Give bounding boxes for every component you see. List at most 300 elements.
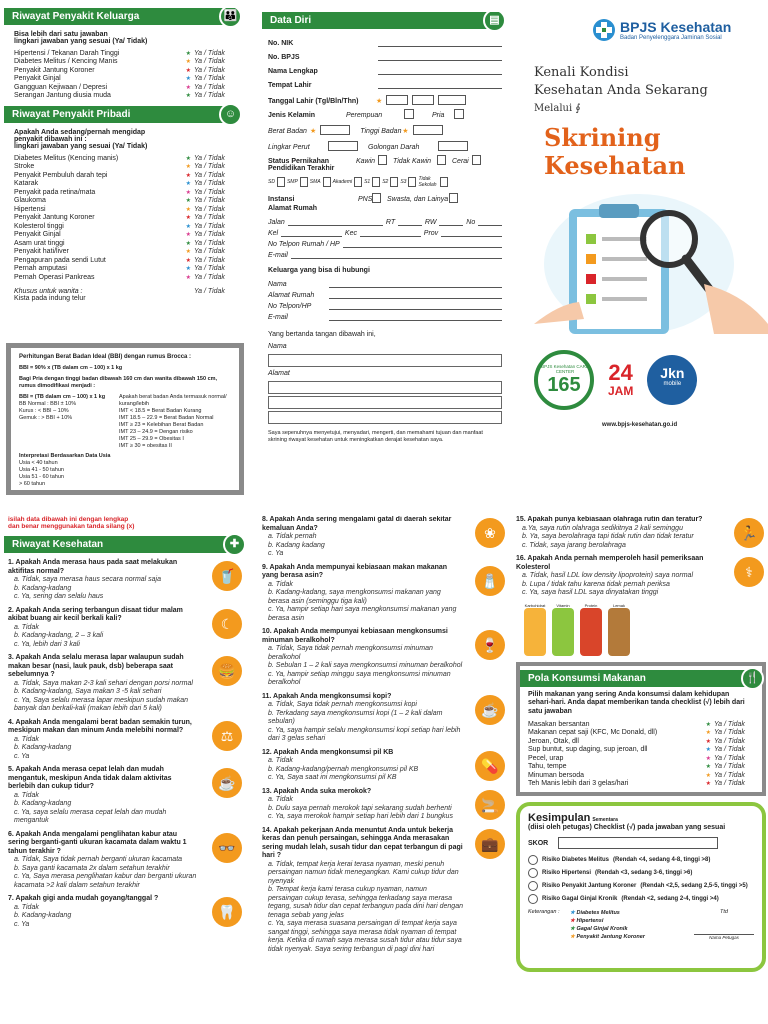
risk-star-icon: ★ [705, 781, 710, 788]
pernyataan: Saya sepenuhnya menyetujui, menyadari, mengerti, dan memahami tujuan dan manfaat skrining riwayat kesehatan untuk meningkatkan derajat kesehatan saya. [268, 430, 483, 443]
smp-option[interactable]: SMP [286, 179, 298, 185]
risk-star-icon: ★ [185, 189, 190, 196]
perempuan-option[interactable]: Perempuan [346, 112, 383, 119]
answer-group [186, 180, 234, 187]
answer-option[interactable]: b. Kadang-kadang/pernah mengkonsumsi pil KB [268, 765, 419, 773]
nik-label: No. NIK [268, 40, 294, 47]
gd-label: Golongan Darah [368, 144, 420, 151]
answer-group [186, 206, 234, 213]
nama-label: Nama Lengkap [268, 68, 318, 75]
answer-option[interactable]: b. Kadang-kadang [14, 912, 72, 919]
mobile-jkn-badge[interactable] [647, 355, 697, 405]
s2-option[interactable]: S2 [382, 179, 389, 185]
tb-label: Tinggi Badan [360, 128, 402, 135]
tgl-box[interactable] [386, 95, 408, 105]
checkbox[interactable] [323, 177, 331, 187]
answer-option[interactable]: a. Tidak [14, 623, 39, 631]
yes-no-answer[interactable]: Ya / Tidak [194, 75, 225, 83]
question-item [8, 766, 244, 826]
answer-option[interactable]: a. Tidak, tempat kerja kerai terasa nyaman, meski penuh persaingan namun tidak menegangkan. Kami cukup tidur dan nyenyak [268, 860, 459, 885]
question-text: 4. Apakah Anda mengalami berat badan semakin turun, meskipun makan dan minum Anda melebihi normal? [8, 718, 192, 734]
list-item [14, 222, 234, 231]
question-text: 13. Apakah Anda suka merokok? [262, 787, 372, 795]
answer-option[interactable]: a. Tidak, hasil LDL low density lipoprotein) saya normal [522, 572, 694, 579]
no-field[interactable] [478, 218, 502, 226]
question-text: 3. Apakah Anda selalu merasa lapar walaupun sudah makan besar (nasi, lauk pauk, dsb) beberapa saat sebelumnya ? [8, 654, 184, 678]
question-illustration-icon: ❀ [475, 518, 505, 548]
ttd-field[interactable] [694, 915, 754, 935]
yes-no-answer[interactable]: Ya / Tidak [194, 256, 225, 264]
answer-option[interactable]: c. Ya, sering dan selalu haus [14, 593, 104, 600]
food-group [608, 603, 630, 656]
bmi-cat: BB Normal : BBI ± 10% [19, 401, 77, 407]
bmi-formula: BBI = 90% x (TB dalam cm – 100) x 1 kg [19, 365, 123, 371]
keterangan-label: Keterangan : [528, 909, 560, 915]
list-item [14, 163, 234, 172]
intro: penyakit dibawah ini : [14, 136, 87, 143]
answer-option[interactable]: a. Tidak [268, 757, 293, 764]
thn-box[interactable] [438, 95, 466, 105]
answer-option[interactable]: a. Tidak, Saya tidak pernah mengkonsumsi minuman beralkohol [268, 645, 433, 661]
answer-group [706, 721, 754, 728]
yes-no-answer[interactable]: Ya / Tidak [194, 273, 225, 281]
risk-star-icon: ★ [185, 76, 190, 83]
24-jam-badge [608, 362, 633, 398]
kel-alamat-field[interactable] [329, 291, 502, 299]
answer-group [186, 274, 234, 281]
risk-rule: (Rendah <3, sedang 3-6, tinggi >6) [595, 869, 693, 876]
risk-star-icon: ★ [185, 50, 190, 57]
question-item [8, 654, 244, 714]
list-item [14, 171, 234, 180]
checkbox[interactable] [372, 177, 380, 187]
question-illustration-icon: ⚖ [212, 721, 242, 751]
petugas-label: Nama Petugas [709, 935, 739, 940]
swasta-option[interactable]: Swasta, dan Lainya [387, 196, 449, 203]
family-icon: 👪 [219, 8, 240, 28]
jalan-label: Jalan [268, 219, 285, 226]
stethoscope-icon: ∮ [575, 103, 581, 114]
sp-label: Status Pernikahan [268, 158, 330, 165]
answer-option[interactable]: c. Ya, Saya selalu merasa lapar meskipun sudah makan banyak dan berkali-kali (makan lebih dari 5 kali) [14, 696, 189, 712]
answer-option[interactable]: c. Ya, Saya saat ini mengkonsumsi pil KB [268, 774, 397, 781]
kec-label: Kec [344, 230, 357, 237]
bb-box[interactable] [320, 125, 350, 135]
checkbox[interactable] [354, 177, 362, 187]
tidak-sekolah-option[interactable]: Tidak Sekolah [418, 176, 437, 188]
question-text: 9. Apakah Anda mempunyai kebiasaan makan makanan yang berasa asin? [262, 563, 448, 579]
answer-group [706, 729, 754, 736]
telp-field[interactable] [343, 240, 502, 248]
yes-no-answer[interactable]: Ya / Tidak [194, 66, 225, 74]
risk-star-icon: ★ [185, 172, 190, 179]
sd-option[interactable]: SD [268, 179, 275, 185]
bmi-formula2: BBI = (TB dalam cm – 100) x 1 kg [19, 394, 106, 400]
yes-no-answer[interactable]: Ya / Tidak [194, 49, 225, 57]
list-item [14, 180, 234, 189]
answer-group [186, 231, 234, 238]
question-illustration-icon: ☾ [212, 609, 242, 639]
checkbox[interactable] [449, 193, 458, 203]
pola-konsumsi-box [516, 662, 766, 797]
question-illustration-icon: 💼 [475, 829, 505, 859]
answer-option[interactable]: a. Tidak, Saya makan 2-3 kali sehari dengan porsi normal [14, 679, 193, 687]
question-text: 11. Apakah Anda mengkonsumsi kopi? [262, 692, 392, 700]
risk-name: Risiko Penyakit Jantung Koroner [542, 882, 637, 889]
skor-field[interactable] [558, 837, 718, 849]
kel-nama-field[interactable] [329, 280, 502, 288]
question-text: 16. Apakah Anda pernah memperoleh hasil pemeriksaan Kolesterol [516, 555, 704, 571]
food-group [524, 603, 546, 656]
answer-option[interactable]: c. Ya, saya hampir selalu mengkonsumsi kopi setiap hari lebih dari 3 gelas sehari [268, 726, 461, 742]
yes-no-answer[interactable]: Ya / Tidak [194, 163, 225, 171]
yes-no-answer[interactable]: Ya / Tidak [714, 754, 745, 762]
answer-group [186, 223, 234, 230]
answer-option[interactable]: c. Ya [14, 920, 30, 928]
yes-no-answer[interactable]: Ya / Tidak [194, 92, 225, 100]
list-item [14, 83, 234, 92]
bb-label: Berat Badan [268, 128, 307, 135]
imt-row: IMT 18.5 – 22.9 = Berat Badan Normal [119, 415, 214, 421]
answer-group [186, 172, 234, 179]
checkbox[interactable] [404, 109, 414, 119]
risk-star-icon: ★ [185, 266, 190, 273]
item-label: Glaukoma [14, 197, 46, 205]
email-field[interactable] [291, 251, 502, 259]
item-label: Asam urat tinggi [14, 239, 65, 247]
yes-no-answer[interactable]: Ya / Tidak [714, 763, 745, 771]
yes-no-answer[interactable]: Ya / Tidak [714, 771, 745, 779]
answer-option[interactable]: b. Saya ganti kacamata 2x dalam setahun terakhir [14, 864, 170, 872]
answer[interactable]: Ya / Tidak [194, 287, 225, 295]
answer-option[interactable]: a. Tidak, saya merasa haus secara normal saja [14, 576, 162, 583]
list-item [14, 75, 234, 84]
answer-option[interactable]: a. Tidak pernah [268, 533, 317, 540]
kawin-option[interactable]: Kawin [356, 158, 376, 165]
question-text: 8. Apakah Anda sering mengalami gatal di daerah sekitar kemaluan Anda? [262, 516, 452, 532]
section-header-riwayat-pribadi: Riwayat Penyakit Pribadi ☺ [4, 106, 240, 123]
answer-option[interactable]: a. Tidak [268, 580, 293, 588]
care-center-badge [534, 350, 594, 410]
answer-option[interactable]: c. Tidak, saya jarang berolahraga [522, 541, 626, 549]
list-item [14, 188, 234, 197]
checkbox[interactable] [437, 155, 446, 165]
question-illustration-icon: 🧂 [475, 566, 505, 596]
yes-no-answer[interactable]: Ya / Tidak [194, 180, 225, 188]
cover-line3: Melalui [534, 103, 573, 114]
food-image [608, 608, 630, 656]
jk-label: Jenis Kelamin [268, 112, 316, 119]
item-label: Penyakit Jantung Koroner [14, 214, 95, 222]
instansi-label: Instansi [268, 196, 295, 203]
answer-option[interactable]: c. Ya, Saya merasa penglihatan kabur dan berganti ukuran kacamata >2 kali dalam setahun terakhir [14, 873, 197, 889]
yes-no-answer[interactable]: Ya / Tidak [194, 239, 225, 247]
ttd-alamat-field3[interactable] [268, 411, 502, 424]
tgl-label: Tanggal Lahir (Tgl/Bln/Thn) [268, 98, 359, 105]
legend-dm: Diabetes Melitus [576, 910, 620, 916]
answer-group [186, 67, 234, 74]
answer-option[interactable]: a. Tidak [14, 735, 39, 743]
legend-ht: Hipertensi [576, 918, 604, 924]
risk-row [528, 853, 754, 866]
answer-option[interactable]: a.Ya, saya rutin olahraga sedikitnya 2 kali seminggu [522, 524, 683, 532]
rk-intro: dan benar menggunakan tanda silang (x) [8, 523, 135, 530]
bln-box[interactable] [412, 95, 434, 105]
food-label: Karbohidrat [524, 602, 546, 608]
yes-no-answer[interactable]: Ya / Tidak [194, 188, 225, 196]
yes-no-answer[interactable]: Ya / Tidak [194, 248, 225, 256]
panel-data-diri: Data Diri ▤ No. NIK No. BPJS Nama Lengkap Tempat Lahir Tanggal Lahir (Tgl/Bln/Thn) ★ Jenis Kelamin Perempuan Pria Berat Badan ★ Tinggi Badan ★ Lingkar Perut Golongan Darah Status Pernikahan Kawin Tidak Kawin Cerai Pendidikan Terakhir SD SMP SMA Akademi S1 S2 S3 Tidak Sekolah Instansi PNS Swasta, dan Lainya Alamat Rumah Jalan RT RW No Kel Kec Prov No Telpon Rumah / HP E-mail Keluarga yang bisa di hubungi Nama Alamat Rumah No Telpon/HP E-mail Yang bertanda tangan dibawah ini, Nama Alamat Saya sepenuhnya menyetujui, menyadari, mengerti, dan memahami tujuan dan manfaat skrining riwayat kesehatan untuk meningkatkan derajat kesehatan saya. [262, 12, 504, 502]
jkn-label: Jkn [660, 365, 685, 381]
answer-option[interactable]: a. Tidak, Saya tidak pernah berganti ukuran kacamata [14, 856, 183, 863]
checkbox[interactable] [277, 177, 285, 187]
yes-no-answer[interactable]: Ya / Tidak [194, 205, 225, 213]
risk-checkbox[interactable] [528, 855, 538, 865]
section-header-riwayat-keluarga: Riwayat Penyakit Keluarga 👪 [4, 8, 240, 25]
kes-sementara: Sementara [592, 817, 618, 823]
imt-row: IMT ≥ 23 = Kelebihan Berat Badan [119, 422, 204, 428]
answer-option[interactable]: b. Kadang-kadang [14, 744, 72, 751]
answer-option[interactable]: c. Ya, saya selalu merasa cepat lelah dan mudah mengantuk [14, 808, 167, 824]
pria-option[interactable]: Pria [432, 112, 445, 119]
answer-group [706, 763, 754, 770]
question-text: 5. Apakah Anda merasa cepat lelah dan mudah mengantuk, meskipun Anda tidak dalam aktivitas berlebih dan cukup tidur? [8, 766, 172, 790]
yes-no-answer[interactable]: Ya / Tidak [194, 265, 225, 273]
answer-option[interactable]: a. Tidak [14, 903, 39, 911]
rt-field[interactable] [398, 218, 422, 226]
answer-option[interactable]: b. Kadang kadang [268, 541, 325, 549]
list-item [14, 197, 234, 206]
question-text: 1. Apakah Anda merasa haus pada saat melakukan aktifitas normal? [8, 559, 178, 575]
answer-option[interactable]: b. Kadang-kadang [14, 584, 72, 592]
checkbox[interactable] [390, 177, 398, 187]
question-illustration-icon: ☕ [212, 768, 242, 798]
yes-no-answer[interactable]: Ya / Tidak [194, 231, 225, 239]
answer-option[interactable]: c. Ya [14, 752, 30, 760]
item-label: Penyakit Jantung Koroner [14, 66, 95, 74]
food-label: Vitamin [556, 602, 570, 608]
answer-option[interactable]: c. Ya, saya hasil LDL saya dinyatakan tinggi [522, 589, 659, 596]
yes-no-answer[interactable]: Ya / Tidak [194, 154, 225, 162]
question-item [262, 788, 507, 822]
list-item [14, 49, 234, 58]
imt-row: IMT 25 – 29.9 = Obesitas I [119, 436, 184, 442]
pk-intro: Pilih makanan yang sering Anda konsumsi dalam kehidupan sehari-hari. Anda dapat memberikan tanda checklist (√) lebih dari satu jawaban [528, 690, 745, 715]
answer-group [706, 755, 754, 762]
answer-group [186, 265, 234, 272]
yes-no-answer[interactable]: Ya / Tidak [714, 780, 745, 788]
kel-nama-label: Nama [268, 281, 287, 288]
item-label: Penyakit Ginjal [14, 75, 61, 83]
yes-no-answer[interactable]: Ya / Tidak [194, 58, 225, 66]
list-item [528, 780, 754, 789]
food-icon: 🍴 [741, 667, 764, 690]
answer-option[interactable]: b. Sebulan 1 – 2 kali saya mengkonsumsi minuman beralkohol [268, 662, 463, 669]
risk-star-icon: ★ [185, 232, 190, 239]
gd-box[interactable] [438, 141, 468, 151]
checkbox[interactable] [372, 193, 381, 203]
item-label: Masakan bersantan [528, 720, 590, 728]
bpjs-label: No. BPJS [268, 54, 300, 61]
list-item [528, 729, 754, 738]
list-item [14, 265, 234, 274]
risk-star-icon: ★ [185, 223, 190, 230]
risk-star-icon: ★ [185, 164, 190, 171]
answer-option[interactable]: b. Kadang-kadang, Saya makan 3 -5 kali sehari [14, 688, 162, 695]
item-label: Teh Manis lebih dari 3 gelas/hari [528, 780, 629, 788]
answer-option[interactable]: a. Tidak [14, 791, 39, 799]
question-item [8, 719, 244, 762]
answer-option[interactable]: a. Tidak [268, 796, 293, 803]
item-label: Diabetes Melitus / Kencing Manis [14, 58, 118, 66]
checkbox[interactable] [408, 177, 416, 187]
question-item [262, 749, 507, 783]
answer-option[interactable]: b. Ya, saya berolahraga tapi tidak rutin dan tidak teratur [522, 533, 694, 540]
cover-title1: Skrining [544, 123, 661, 152]
yes-no-answer[interactable]: Ya / Tidak [194, 83, 225, 91]
risk-rule: (Rendah <2, sedang 2-4, tinggi >4) [621, 895, 719, 902]
risk-checkbox[interactable] [528, 868, 538, 878]
panel-questions-8-14 [262, 516, 507, 1021]
food-image [580, 608, 602, 656]
kel-field[interactable] [281, 229, 342, 237]
risk-row [528, 879, 754, 892]
answer-option[interactable]: b. Terkadang saya mengkonsumsi kopi (1 – 2 kali dalam sebulan) [268, 709, 443, 725]
imt-title: Apakah berat badan Anda termasuk normal/ kurang/lebih [119, 394, 227, 407]
cerai-option[interactable]: Cerai [452, 158, 469, 165]
ttd-label: Yang bertanda tangan dibawah ini, [268, 331, 376, 338]
cover-title2: Kesehatan [544, 151, 686, 180]
risk-name: Risiko Hipertensi [542, 869, 592, 876]
risk-star-icon: ★ [185, 59, 190, 66]
pns-option[interactable]: PNS [358, 196, 373, 203]
s1-option[interactable]: S1 [364, 179, 371, 185]
nik-field[interactable] [378, 39, 502, 47]
risk-star-icon: ★ [185, 249, 190, 256]
question-item [262, 827, 507, 955]
bpjs-field[interactable] [378, 53, 502, 61]
yes-no-answer[interactable]: Ya / Tidak [194, 171, 225, 179]
question-item [516, 516, 766, 550]
list-item [14, 273, 234, 282]
question-item [8, 607, 244, 650]
ttd-label: Ttd [720, 909, 728, 915]
list-item [14, 154, 234, 163]
item-label: Penyakit hati/liver [14, 248, 69, 256]
answer-option[interactable]: b. Kadang-kadang, 2 – 3 kali [14, 632, 104, 639]
answer-option[interactable]: c. Ya, saya merokok hampir setiap hari lebih dari 1 bungkus [268, 813, 453, 820]
risk-star-icon: ★ [185, 206, 190, 213]
checkbox[interactable] [440, 177, 448, 187]
item-label: Penyakit Pembuluh darah tepi [14, 171, 108, 179]
mobile-label: mobile [663, 381, 682, 387]
risk-checkbox[interactable] [528, 894, 538, 904]
answer-option[interactable]: c. Ya, hampir setiap minggu saya mengkonsumsi minuman beralkohol [268, 670, 451, 686]
list-item [14, 248, 234, 257]
yes-no-answer[interactable]: Ya / Tidak [714, 746, 745, 754]
panel-right-bottom [516, 516, 766, 1021]
yes-no-answer[interactable]: Ya / Tidak [194, 197, 225, 205]
tempat-field[interactable] [378, 81, 502, 89]
yes-no-answer[interactable]: Ya / Tidak [194, 214, 225, 222]
s3-option[interactable]: S3 [400, 179, 407, 185]
item-label: Serangan Jantung diusia muda [14, 92, 111, 100]
answer-option[interactable]: b. Dulu saya pernah merokok tapi sekarang sudah berhenti [268, 804, 452, 812]
women-item: Kista pada indung telur [14, 294, 86, 302]
clipboard-magnifier-illustration [514, 184, 768, 334]
question-illustration-icon: 💊 [475, 751, 505, 781]
risk-checkbox[interactable] [528, 881, 538, 891]
answer-option[interactable]: c. Ya, lebih dari 3 kali [14, 640, 80, 648]
ttd-alamat-field[interactable] [268, 381, 502, 394]
jalan-field[interactable] [288, 218, 383, 226]
answer-option[interactable]: b. Lupa / tidak tahu karena tidak pernah periksa [522, 580, 670, 588]
list-item [528, 746, 754, 755]
yes-no-answer[interactable]: Ya / Tidak [714, 737, 745, 745]
nama-field[interactable] [378, 67, 502, 75]
answer-group [186, 197, 234, 204]
answer-option[interactable]: b. Kadang-kadang, saya mengkonsumsi makanan yang berasa asin (seminggu tiga kali) [268, 589, 441, 605]
answer-option[interactable]: c. Ya, saya merasa suasana persaingan di tempat kerja saya sangat tinggi, sehingga saya merasa tidak nyaman di tempat kerja. Ketika di rumah saya merasa susah tidur atau tidur saya tidak nyenyak. Saya sering terbangun di pagi dini hari [268, 920, 462, 953]
sma-option[interactable]: SMA [309, 179, 321, 185]
ttd-nama-field[interactable] [268, 354, 502, 367]
ttd-alamat-label: Alamat [268, 370, 290, 377]
checkbox[interactable] [378, 155, 387, 165]
ttd-alamat-field2[interactable] [268, 396, 502, 409]
question-text: 15. Apakah punya kebiasaan olahraga rutin dan teratur? [516, 516, 703, 523]
intro: lingkari jawaban yang sesuai (Ya/ Tidak) [14, 143, 148, 150]
jam-label: JAM [608, 384, 634, 398]
answer-option[interactable]: a. Tidak, Saya tidak pernah mengkonsumsi kopi [268, 701, 417, 708]
rk-intro: isilah data dibawah ini dengan lengkap [8, 516, 129, 523]
answer-group [706, 746, 754, 753]
intro: lingkari jawaban yang sesuai (Ya/ Tidak) [14, 38, 148, 45]
item-label: Hipertensi [14, 205, 46, 213]
tb-box[interactable] [413, 125, 443, 135]
kel-email-field[interactable] [329, 313, 502, 321]
risk-star-icon: ★ [185, 274, 190, 281]
checkbox[interactable] [472, 155, 481, 165]
list-item [14, 92, 234, 101]
rw-field[interactable] [439, 218, 463, 226]
lp-label: Lingkar Perut [268, 144, 310, 151]
answer-group [186, 92, 234, 99]
risk-rule: (Rendah <2,5, sedang 2,5-5, tinggi >5) [640, 882, 748, 889]
tidak-kawin-option[interactable]: Tidak Kawin [393, 158, 432, 165]
kec-field[interactable] [360, 229, 421, 237]
answer-option[interactable]: b. Tempat kerja kami terasa cukup nyaman, namun persaingan cukup terasa, sehingga terkadang saya merasa tegang, susah tidur dan cepat terbangun pada dini hari dengan tenaga sebab yang jelas [268, 886, 463, 919]
list-item [14, 256, 234, 265]
yes-no-answer[interactable]: Ya / Tidak [714, 729, 745, 737]
checkbox[interactable] [300, 177, 308, 187]
risk-star-icon: ★ [705, 730, 710, 737]
answer-option[interactable]: c. Ya [268, 550, 284, 557]
answer-option[interactable]: c. Ya, hampir setiap hari saya mengkonsumsi makanan yang berasa asin [268, 606, 457, 622]
checkbox[interactable] [454, 109, 464, 119]
women-label: Khusus untuk wanita : [14, 287, 83, 295]
question-text: 12. Apakah Anda mengkonsumsi pil KB [262, 748, 394, 756]
prov-field[interactable] [441, 229, 502, 237]
lp-box[interactable] [328, 141, 358, 151]
yes-no-answer[interactable]: Ya / Tidak [714, 720, 745, 728]
kel-hp-field[interactable] [329, 302, 502, 310]
answer-option[interactable]: b. Kadang-kadang [14, 800, 72, 807]
risk-star-icon: ★ [185, 67, 190, 74]
akademi-option[interactable]: Akademi [332, 179, 353, 185]
yes-no-answer[interactable]: Ya / Tidak [194, 222, 225, 230]
website-url[interactable]: www.bpjs-kesehatan.go.id [602, 422, 678, 428]
imt-row: IMT ≥ 30 = obesitas II [119, 443, 172, 449]
